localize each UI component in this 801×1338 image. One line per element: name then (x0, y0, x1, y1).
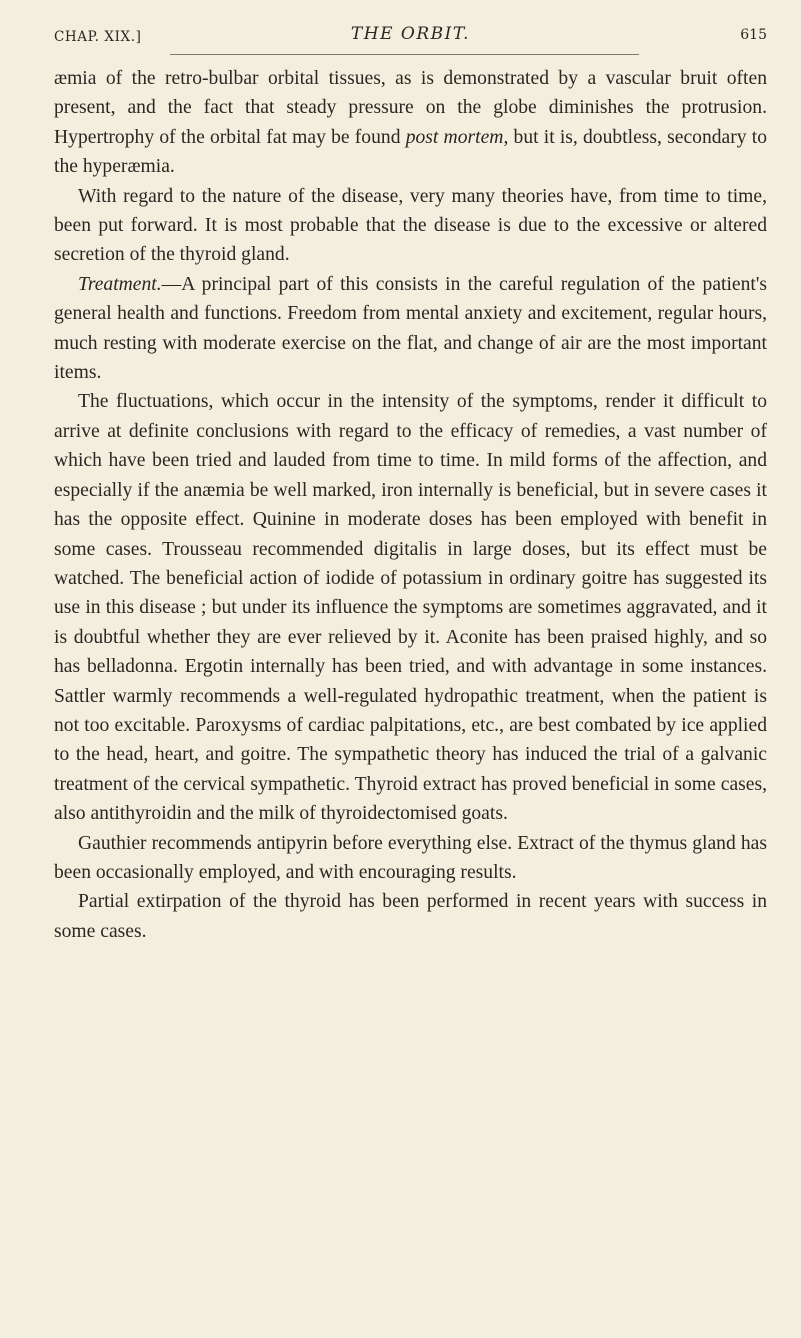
paragraph-nature-of-disease (54, 182, 767, 270)
header-rule (170, 54, 639, 55)
page-title: THE ORBIT. (350, 24, 471, 44)
body-text (54, 64, 767, 946)
paragraph-text: , but it is, doubtless, secondary to the hyperæmia. (54, 126, 767, 178)
section-heading: Treatment. (78, 273, 162, 295)
page-number: 615 (740, 27, 767, 43)
paragraph-text: æmia of the retro-bulbar orbital tissues, as is demonstrated by a vascular bruit often present, and the fact that steady pressure on the globe diminishes the protrusion. Hypertrophy of the orbital fat may be found (54, 68, 767, 148)
paragraph-text: Gauthier recommends antipyrin before everything else. Extract of the thymus gland has been occasionally employed, and with encouraging results. (54, 832, 767, 883)
paragraph-text: With regard to the nature of the disease, very many theories have, from time to time, been put forward. It is most probable that the disease is due to the excessive or altered secretion of the thyroid gland. (54, 185, 767, 266)
paragraph-extirpation (54, 887, 767, 946)
paragraph-treatment (54, 270, 767, 388)
paragraph-continuation (54, 64, 767, 182)
paragraph-text: The fluctuations, which occur in the intensity of the symptoms, render it difficult to arrive at definite conclusions with regard to the efficacy of remedies, a vast number of which have been tried and lauded from time to time. In mild forms of the affection, and especially if the anæmia be well marked, iron internally is beneficial, but in severe cases it has the opposite effect. Quinine in moderate doses has been employed with benefit in some cases. Trousseau recommended digitalis in large doses, but its effect must be watched. The beneficial action of iodide of potassium in ordinary goitre has suggested its use in this disease ; but under its influence the symptoms are sometimes aggravated, and it is doubtful whether they are ever relieved by it. Aconite has been praised highly, and so has belladonna. Ergotin internally has been tried, and with advantage in some instances. Sattler warmly recommends a well-regulated hydropathic treatment, when the patient is not too excitable. Paroxysms of cardiac palpitations, etc., are best combated by ice applied to the head, heart, and goitre. The sympathetic theory has induced the trial of a galvanic treatment of the cervical sympathetic. Thyroid extract has proved beneficial in some cases, also antithyroidin and the milk of thyroidectomised goats. (54, 391, 767, 825)
paragraph-text: —A principal part of this consists in the careful regulation of the patient's general health and functions. Freedom from mental anxiety and excitement, regular hours, much resting with moderate exercise on the flat, and change of air are the most important items. (54, 273, 767, 384)
italic-phrase: post mortem (405, 126, 504, 148)
paragraph-gauthier (54, 829, 767, 888)
paragraph-remedies (54, 387, 767, 828)
paragraph-text: Partial extirpation of the thyroid has been performed in recent years with success in some cases. (54, 891, 767, 942)
running-head (54, 0, 767, 58)
chapter-label: CHAP. XIX.] (54, 29, 142, 45)
